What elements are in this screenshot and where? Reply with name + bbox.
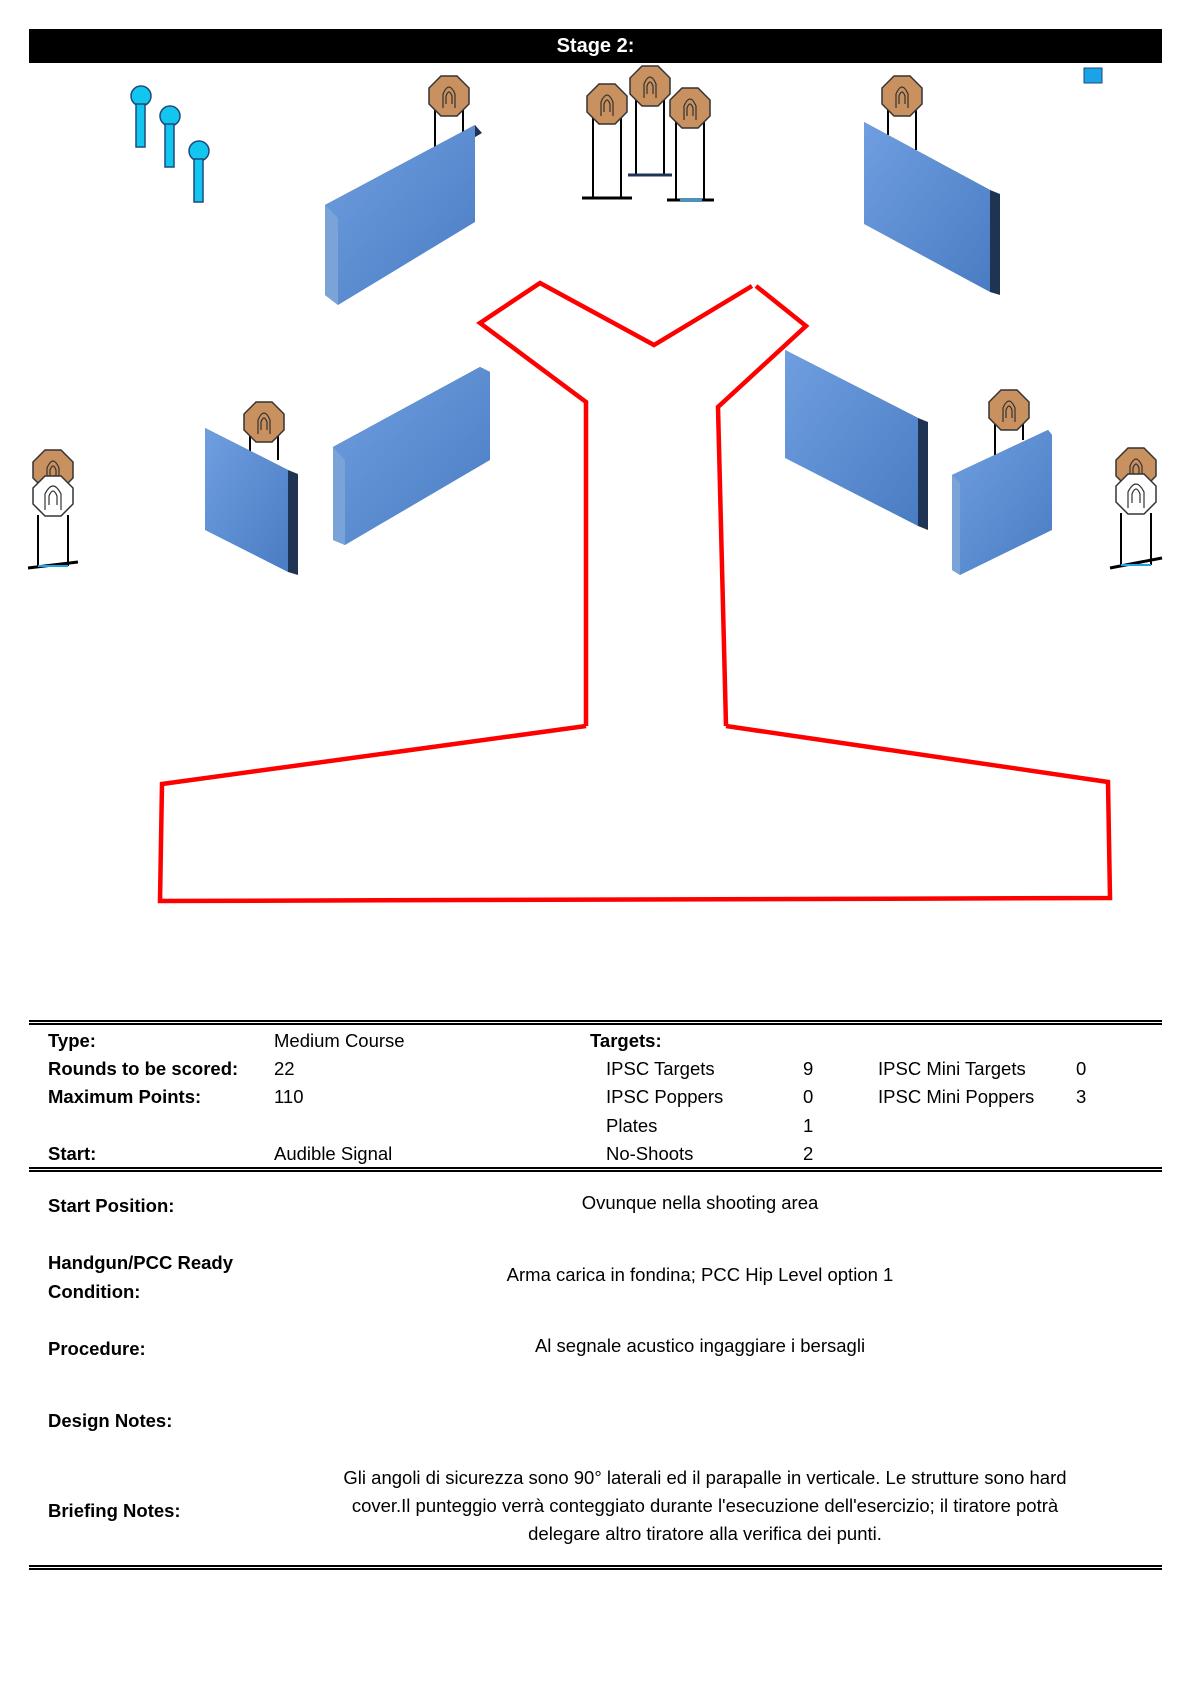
no-shoot-left (28, 450, 78, 568)
ready-condition-label: Handgun/PCC Ready (48, 1252, 234, 1273)
shooting-area-fault-line (160, 283, 1110, 901)
points-label: Maximum Points: (48, 1086, 202, 1107)
target-count: 2 (803, 1143, 814, 1164)
ipsc-target-cluster-3 (667, 88, 714, 200)
briefing-line: cover.Il punteggio verrà conteggiato durante l'esecuzione dell'esercizio; il tiratore potrà (351, 1495, 1059, 1516)
target-name: No-Shoots (606, 1143, 694, 1164)
start-label: Start: (48, 1143, 97, 1164)
wall-mid-right-large (785, 350, 928, 530)
start-value: Audible Signal (274, 1143, 393, 1164)
wall-top-right (864, 122, 1000, 295)
wall-top-left (325, 125, 482, 305)
wall-mid-left-small (205, 428, 298, 575)
type-value: Medium Course (274, 1030, 405, 1051)
briefing-notes-label: Briefing Notes: (48, 1500, 181, 1521)
plate-target (1084, 68, 1102, 83)
start-position-label: Start Position: (48, 1195, 175, 1216)
mini-target-name: IPSC Mini Poppers (878, 1086, 1035, 1107)
mini-target-count: 3 (1076, 1086, 1087, 1107)
rounds-value: 22 (274, 1058, 295, 1079)
points-value: 110 (274, 1086, 304, 1107)
target-count: 0 (803, 1086, 814, 1107)
no-shoot-right (1110, 448, 1162, 568)
mini-target-count: 0 (1076, 1058, 1087, 1079)
summary-top-rule (29, 1020, 1162, 1025)
briefing-line: Gli angoli di sicurezza sono 90° laterali ed il parapalle in verticale. Le strutture sono hard (343, 1467, 1067, 1488)
briefing-notes-value (280, 1464, 1130, 1548)
mini-popper-2 (160, 106, 180, 167)
stage-diagram (0, 63, 1191, 963)
procedure-value: Al segnale acustico ingaggiare i bersagli (534, 1335, 866, 1356)
ipsc-target-cluster-1 (582, 84, 632, 198)
target-name: IPSC Poppers (606, 1086, 724, 1107)
procedure-label: Procedure: (48, 1338, 146, 1359)
mini-target-name: IPSC Mini Targets (878, 1058, 1026, 1079)
target-count: 1 (803, 1115, 814, 1136)
ready-condition-value: Arma carica in fondina; PCC Hip Level option 1 (506, 1264, 894, 1285)
briefing-line: delegare altro tiratore alla verifica dei punti. (528, 1523, 882, 1544)
target-count: 9 (803, 1058, 814, 1079)
ready-condition-label-cont: Condition: (48, 1281, 141, 1302)
mini-popper-3 (189, 141, 209, 202)
start-position-value: Ovunque nella shooting area (581, 1192, 819, 1213)
rounds-label: Rounds to be scored: (48, 1058, 239, 1079)
targets-label: Targets: (590, 1030, 662, 1051)
mini-popper-1 (131, 86, 151, 147)
ipsc-target-cluster-2 (628, 66, 672, 175)
target-name: Plates (606, 1115, 658, 1136)
details-bottom-rule (29, 1565, 1162, 1570)
wall-mid-left-large (333, 367, 490, 545)
design-notes-label: Design Notes: (48, 1410, 173, 1431)
stage-title: Stage 2: (29, 29, 1162, 63)
type-label: Type: (48, 1030, 96, 1051)
summary-bottom-rule (29, 1167, 1162, 1172)
target-name: IPSC Targets (606, 1058, 715, 1079)
wall-mid-right-small (952, 430, 1052, 575)
